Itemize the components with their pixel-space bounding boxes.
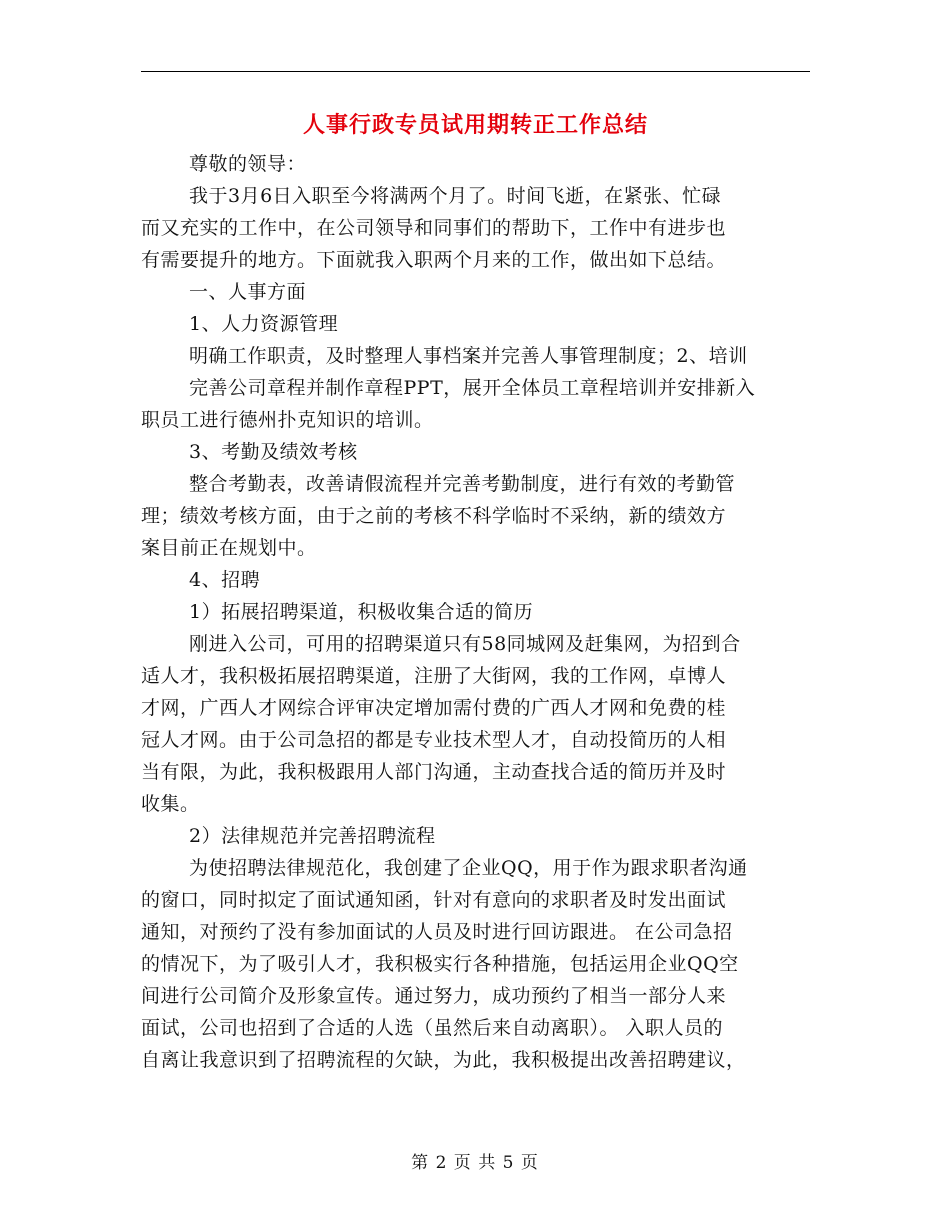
text-line: 职员工进行德州扑克知识的培训。: [141, 409, 434, 431]
text-line: 刚进入公司，可用的招聘渠道只有58同城网及赶集网，为招到合: [189, 633, 741, 655]
text-line: 通知，对预约了没有参加面试的人员及时进行回访跟进。 在公司急招: [141, 921, 733, 943]
text-line: 有需要提升的地方。下面就我入职两个月来的工作，做出如下总结。: [141, 249, 727, 271]
text-line: 间进行公司简介及形象宣传。通过努力，成功预约了相当一部分人来: [141, 985, 727, 1007]
text-line: 2）法律规范并完善招聘流程: [189, 825, 436, 847]
text-line: 4、招聘: [189, 569, 261, 591]
text-line: 我于3月6日入职至今将满两个月了。时间飞逝，在紧张、忙碌: [189, 185, 722, 207]
text-line: 的窗口，同时拟定了面试通知函，针对有意向的求职者及时发出面试: [141, 889, 727, 911]
text-line: 完善公司章程并制作章程PPT，展开全体员工章程培训并安排新入: [189, 377, 756, 399]
text-line: 当有限，为此，我积极跟用人部门沟通，主动查找合适的简历并及时: [141, 761, 727, 783]
page-footer: 第 2 页 共 5 页: [411, 1153, 539, 1173]
text-line: 的情况下，为了吸引人才，我积极实行各种措施，包括运用企业QQ空: [141, 953, 739, 975]
text-line: 冠人才网。由于公司急招的都是专业技术型人才，自动投简历的人相: [141, 729, 727, 751]
document-body: [141, 148, 810, 1076]
text-line: 案目前正在规划中。: [141, 537, 317, 559]
text-line: 明确工作职责，及时整理人事档案并完善人事管理制度；2、培训: [189, 345, 748, 367]
text-line: 面试，公司也招到了合适的人选（虽然后来自动离职）。 入职人员的: [141, 1017, 724, 1039]
text-line: 整合考勤表，改善请假流程并完善考勤制度，进行有效的考勤管: [189, 473, 736, 495]
text-line: 为使招聘法律规范化，我创建了企业QQ，用于作为跟求职者沟通: [189, 857, 748, 879]
text-line: 一、人事方面: [189, 281, 307, 303]
text-line: 收集。: [141, 793, 200, 815]
text-line: 而又充实的工作中，在公司领导和同事们的帮助下，工作中有进步也: [141, 217, 727, 239]
document-title: 人事行政专员试用期转正工作总结: [302, 113, 648, 138]
text-line: 理；绩效考核方面，由于之前的考核不科学临时不采纳，新的绩效方: [141, 505, 727, 527]
text-line: 1）拓展招聘渠道，积极收集合适的简历: [189, 601, 534, 623]
header-rule: [141, 71, 810, 72]
text-line: 1、人力资源管理: [189, 313, 339, 335]
text-line: 才网，广西人才网综合评审决定增加需付费的广西人才网和免费的桂: [141, 697, 727, 719]
text-line: 3、考勤及绩效考核: [189, 441, 358, 463]
text-line: 适人才，我积极拓展招聘渠道，注册了大街网，我的工作网，卓博人: [141, 665, 727, 687]
text-line: 尊敬的领导：: [189, 153, 307, 175]
text-line: 自离让我意识到了招聘流程的欠缺，为此，我积极提出改善招聘建议，: [141, 1049, 746, 1071]
